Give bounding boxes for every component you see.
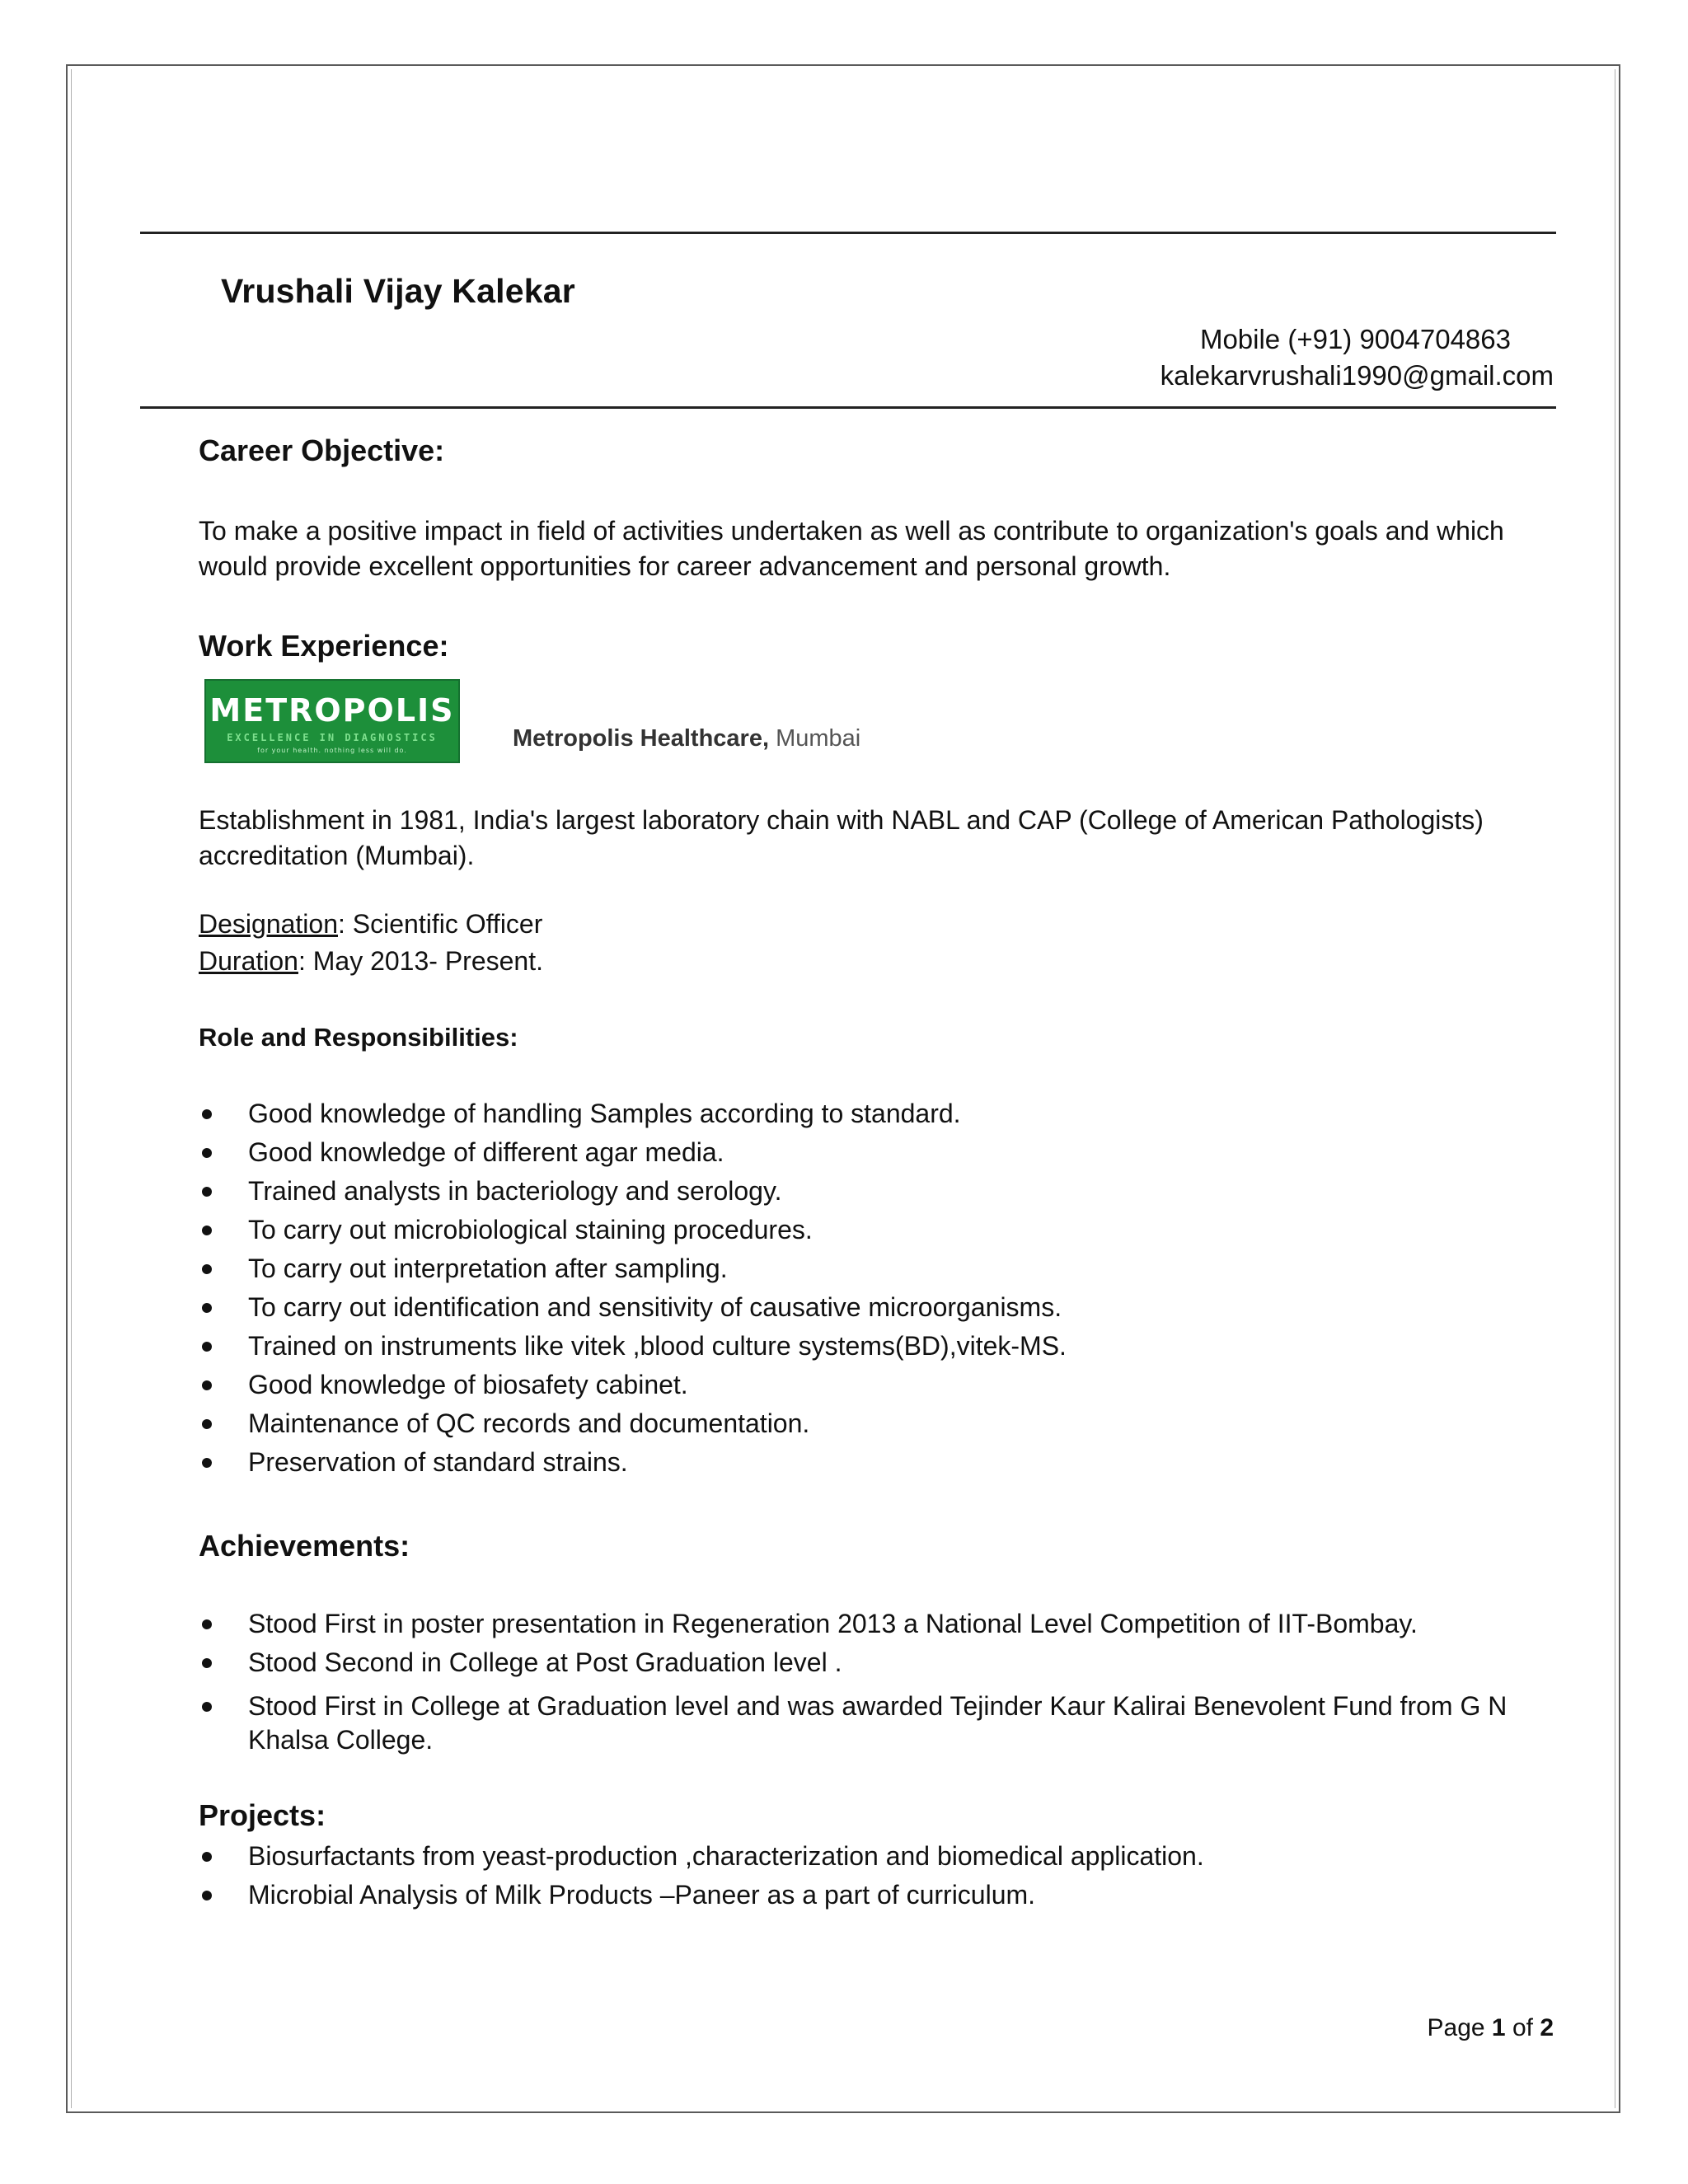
company-caption xyxy=(513,725,860,752)
bullet-icon xyxy=(202,1419,212,1429)
list-item-text: Maintenance of QC records and documentation. xyxy=(248,1408,810,1438)
duration-value: : May 2013- Present. xyxy=(298,946,543,976)
email-address: kalekarvrushali1990@gmail.com xyxy=(1160,360,1554,391)
bullet-icon xyxy=(202,1380,212,1390)
company-city: Mumbai xyxy=(776,725,861,752)
list-item xyxy=(199,1368,1559,1407)
list-item xyxy=(199,1878,1559,1917)
bullet-icon xyxy=(202,1264,212,1274)
page-current: 1 xyxy=(1491,2014,1506,2041)
logo-slogan: for your health. nothing less will do. xyxy=(257,747,407,754)
bullet-icon xyxy=(202,1852,212,1862)
company-name: Metropolis Healthcare, xyxy=(513,725,770,752)
roles-heading: Role and Responsibilities: xyxy=(199,1023,518,1052)
list-item-text: Good knowledge of biosafety cabinet. xyxy=(248,1370,688,1399)
list-item xyxy=(199,1252,1559,1291)
career-objective-text: To make a positive impact in field of activities undertaken as well as contribute to organization's goals and which would provide excellent opportunities for career advancement and personal growth. xyxy=(199,516,1504,581)
bullet-icon xyxy=(202,1342,212,1352)
bullet-icon xyxy=(202,1148,212,1158)
duration-label: Duration xyxy=(199,946,298,976)
list-item xyxy=(199,1840,1559,1878)
list-item xyxy=(199,1136,1559,1174)
roles-list xyxy=(199,1097,1559,1484)
list-item-text: Stood Second in College at Post Graduation level . xyxy=(248,1647,842,1677)
bullet-icon xyxy=(202,1619,212,1629)
page-of: of xyxy=(1505,2014,1540,2041)
list-item xyxy=(199,1213,1559,1252)
achievements-list xyxy=(199,1607,1559,1762)
bullet-icon xyxy=(202,1109,212,1119)
list-item-text: Biosurfactants from yeast-production ,characterization and biomedical application. xyxy=(248,1841,1204,1871)
projects-list xyxy=(199,1840,1559,1917)
list-item xyxy=(199,1174,1559,1213)
list-item-text: To carry out identification and sensitivity of causative microorganisms. xyxy=(248,1292,1062,1322)
bullet-icon xyxy=(202,1303,212,1313)
list-item xyxy=(199,1097,1559,1136)
bullet-icon xyxy=(202,1702,212,1712)
duration-line xyxy=(199,946,543,977)
list-item-text: Microbial Analysis of Milk Products –Paneer as a part of curriculum. xyxy=(248,1880,1036,1910)
list-item-text: Stood First in College at Graduation level and was awarded Tejinder Kaur Kalirai Benevolent Fund from G N Khalsa College. xyxy=(248,1691,1507,1755)
list-item-text: Trained analysts in bacteriology and serology. xyxy=(248,1176,782,1206)
designation-value: : Scientific Officer xyxy=(338,909,543,939)
bullet-icon xyxy=(202,1187,212,1197)
contact-block xyxy=(1160,321,1554,394)
designation-label: Designation xyxy=(199,909,338,939)
list-item xyxy=(199,1446,1559,1484)
designation-line xyxy=(199,909,542,940)
list-item xyxy=(199,1646,1559,1690)
logo-brand-text: METROPOLIS xyxy=(209,692,455,729)
candidate-name: Vrushali Vijay Kalekar xyxy=(221,272,575,310)
list-item xyxy=(199,1329,1559,1368)
bullet-icon xyxy=(202,1458,212,1468)
bullet-icon xyxy=(202,1658,212,1668)
page-number xyxy=(1428,2014,1554,2042)
page-total: 2 xyxy=(1540,2014,1554,2041)
list-item xyxy=(199,1291,1559,1329)
page-prefix: Page xyxy=(1427,2014,1492,2041)
list-item-text: Preservation of standard strains. xyxy=(248,1447,628,1477)
metropolis-logo xyxy=(204,679,460,763)
bullet-icon xyxy=(202,1226,212,1235)
header-bottom-rule xyxy=(140,406,1556,409)
logo-tagline: EXCELLENCE IN DIAGNOSTICS xyxy=(227,732,438,743)
list-item xyxy=(199,1690,1559,1757)
header-top-rule xyxy=(140,232,1556,234)
mobile-number: Mobile (+91) 9004704863 xyxy=(1199,324,1511,354)
bullet-icon xyxy=(202,1891,212,1900)
achievements-heading: Achievements: xyxy=(199,1529,410,1563)
list-item-text: Trained on instruments like vitek ,blood culture systems(BD),vitek-MS. xyxy=(248,1331,1067,1361)
list-item-text: Good knowledge of different agar media. xyxy=(248,1137,724,1167)
work-experience-heading: Work Experience: xyxy=(199,629,449,663)
list-item-text: Stood First in poster presentation in Regeneration 2013 a National Level Competition of IIT-Bombay. xyxy=(248,1609,1418,1638)
career-objective-heading: Career Objective: xyxy=(199,434,445,467)
list-item-text: To carry out interpretation after sampling. xyxy=(248,1254,728,1283)
company-description: Establishment in 1981, India's largest laboratory chain with NABL and CAP (College of American Pathologists) accreditation (Mumbai). xyxy=(199,805,1484,870)
list-item-text: Good knowledge of handling Samples according to standard. xyxy=(248,1099,961,1128)
list-item xyxy=(199,1407,1559,1446)
projects-heading: Projects: xyxy=(199,1798,326,1832)
list-item-text: To carry out microbiological staining procedures. xyxy=(248,1215,813,1244)
list-item xyxy=(199,1607,1559,1646)
